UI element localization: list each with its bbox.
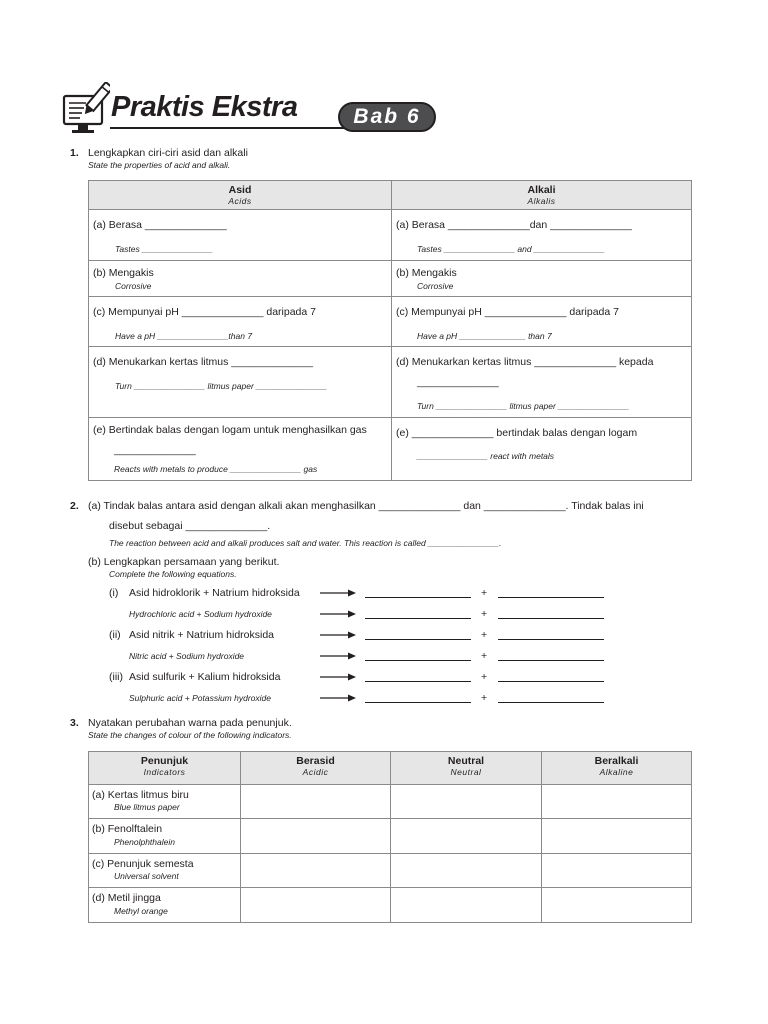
- q3-number: 3.: [70, 717, 79, 729]
- table-row: [89, 888, 692, 923]
- q1-acid-c: (c) Mempunyai pH ______________ daripada 7 Have a pH _______________than 7: [89, 297, 392, 347]
- eq1-plus-en: +: [481, 608, 488, 620]
- eq2-plus-en: +: [481, 650, 488, 662]
- eq2-answer-salt[interactable]: [365, 639, 471, 640]
- q3-answer-b-neutral[interactable]: [391, 819, 542, 854]
- eq3-arrow-icon: [320, 673, 356, 681]
- eq1-answer-water[interactable]: [498, 597, 604, 598]
- q2b-prompt-en: Complete the following equations.: [109, 569, 237, 579]
- eq2-answer-salt-en[interactable]: [365, 660, 471, 661]
- q2a-line1: (a) Tindak balas antara asid dengan alkali akan menghasilkan ______________ dan ______________. Tindak balas ini: [88, 500, 644, 512]
- q1-alkali-a: (a) Berasa ______________dan ______________ Tastes _______________ and _______________: [392, 210, 692, 261]
- q1-acid-d: (d) Menukarkan kertas litmus ______________ Turn _______________ litmus paper _______________: [89, 347, 392, 418]
- eq3-answer-salt[interactable]: [365, 681, 471, 682]
- q3-answer-b-acidic[interactable]: [241, 819, 391, 854]
- q1-acid-b: (b) Mengakis Corrosive: [89, 261, 392, 297]
- eq3-arrow-en-icon: [320, 694, 356, 702]
- eq1-answer-water-en[interactable]: [498, 618, 604, 619]
- q3-answer-a-acidic[interactable]: [241, 785, 391, 819]
- eq1-number: (i): [109, 587, 119, 599]
- eq2-ms: Asid nitrik + Natrium hidroksida: [129, 629, 275, 641]
- eq1-plus: +: [481, 587, 488, 599]
- table-row: [89, 854, 692, 888]
- q3-header-alkaline: Beralkali Alkaline: [542, 752, 692, 785]
- chapter-badge: Bab 6: [338, 102, 436, 132]
- q2b-prompt: (b) Lengkapkan persamaan yang berikut.: [88, 556, 280, 568]
- computer-pencil-icon: [62, 82, 110, 138]
- eq1-arrow-icon: [320, 589, 356, 597]
- q2a-line2: disebut sebagai ______________.: [109, 520, 271, 532]
- eq2-answer-water[interactable]: [498, 639, 604, 640]
- q3-indicator-c: (c) Penunjuk semesta Universal solvent: [89, 854, 241, 888]
- eq2-plus: +: [481, 629, 488, 641]
- q1-header-alkali: Alkali Alkalis: [392, 181, 692, 210]
- q3-header-indicator: Penunjuk Indicators: [89, 752, 241, 785]
- table-row: [89, 785, 692, 819]
- eq3-ms: Asid sulfurik + Kalium hidroksida: [129, 671, 281, 683]
- q2-number: 2.: [70, 500, 79, 512]
- q3-indicator-d: (d) Metil jingga Methyl orange: [89, 888, 241, 923]
- q3-prompt-en: State the changes of colour of the following indicators.: [88, 730, 292, 740]
- eq3-plus: +: [481, 671, 488, 683]
- eq2-en: Nitric acid + Sodium hydroxide: [129, 651, 245, 661]
- q2a-en: The reaction between acid and alkali produces salt and water. This reaction is called _______________.: [109, 538, 502, 548]
- table-row: [89, 819, 692, 854]
- q3-header-acidic: Berasid Acidic: [241, 752, 391, 785]
- q1-acid-a: (a) Berasa ______________ Tastes _______________: [89, 210, 392, 261]
- page-title: Praktis Ekstra: [111, 91, 298, 123]
- q3-answer-c-neutral[interactable]: [391, 854, 542, 888]
- q1-properties-table: [88, 180, 692, 481]
- q3-indicator-b: (b) Fenolftalein Phenolphthalein: [89, 819, 241, 854]
- eq3-answer-salt-en[interactable]: [365, 702, 471, 703]
- q3-answer-a-alkaline[interactable]: [542, 785, 692, 819]
- q3-answer-d-acidic[interactable]: [241, 888, 391, 923]
- q1-alkali-b: (b) Mengakis Corrosive: [392, 261, 692, 297]
- q1-alkali-d: (d) Menukarkan kertas litmus ______________ kepada ______________ Turn _______________ litmus paper _______________: [392, 347, 692, 418]
- q1-prompt: Lengkapkan ciri-ciri asid dan alkali: [88, 147, 248, 159]
- q3-indicator-a: (a) Kertas litmus biru Blue litmus paper: [89, 785, 241, 819]
- q1-prompt-en: State the properties of acid and alkali.: [88, 160, 231, 170]
- q3-answer-c-alkaline[interactable]: [542, 854, 692, 888]
- eq1-answer-salt[interactable]: [365, 597, 471, 598]
- q3-answer-d-neutral[interactable]: [391, 888, 542, 923]
- q3-prompt: Nyatakan perubahan warna pada penunjuk.: [88, 717, 292, 729]
- eq1-answer-salt-en[interactable]: [365, 618, 471, 619]
- q3-answer-d-alkaline[interactable]: [542, 888, 692, 923]
- eq2-number: (ii): [109, 629, 121, 641]
- eq2-arrow-icon: [320, 631, 356, 639]
- q1-alkali-e: (e) ______________ bertindak balas dengan logam _______________ react with metals: [392, 418, 692, 481]
- eq1-ms: Asid hidroklorik + Natrium hidroksida: [129, 587, 300, 599]
- eq3-number: (iii): [109, 671, 123, 683]
- eq2-arrow-en-icon: [320, 652, 356, 660]
- q3-answer-c-acidic[interactable]: [241, 854, 391, 888]
- q1-alkali-c: (c) Mempunyai pH ______________ daripada 7 Have a pH ______________ than 7: [392, 297, 692, 347]
- q1-number: 1.: [70, 147, 79, 159]
- eq3-answer-water-en[interactable]: [498, 702, 604, 703]
- eq3-plus-en: +: [481, 692, 488, 704]
- eq1-en: Hydrochloric acid + Sodium hydroxide: [129, 609, 272, 619]
- q3-answer-b-alkaline[interactable]: [542, 819, 692, 854]
- eq3-en: Sulphuric acid + Potassium hydroxide: [129, 693, 271, 703]
- q3-indicator-table: [88, 751, 692, 923]
- q3-answer-a-neutral[interactable]: [391, 785, 542, 819]
- q1-header-acid: Asid Acids: [89, 181, 392, 210]
- page-header: [62, 82, 442, 138]
- q3-header-neutral: Neutral Neutral: [391, 752, 542, 785]
- eq1-arrow-en-icon: [320, 610, 356, 618]
- q1-acid-e: (e) Bertindak balas dengan logam untuk menghasilkan gas ______________ Reacts with metals to produce _______________ gas: [89, 418, 392, 481]
- eq3-answer-water[interactable]: [498, 681, 604, 682]
- eq2-answer-water-en[interactable]: [498, 660, 604, 661]
